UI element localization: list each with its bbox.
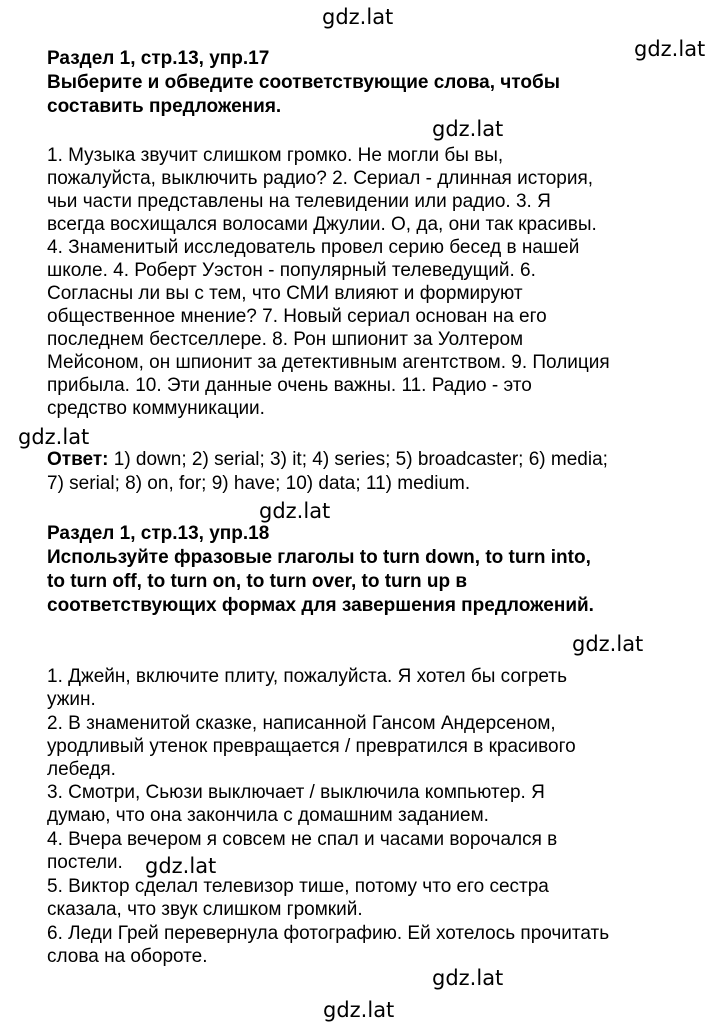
exercise-17-instruction: Выберите и обведите соответствующие слова, чтобы (47, 72, 560, 93)
watermark: gdz.lat (145, 854, 217, 878)
exercise-17-translation-line: Согласны ли вы с тем, что СМИ влияют и формируют (47, 283, 523, 304)
exercise-17-translation-line: 1. Музыка звучит слишком громко. Не могли бы вы, (47, 145, 504, 166)
exercise-18-instruction: Используйте фразовые глаголы to turn down, to turn into, (47, 547, 591, 568)
exercise-17-answer (47, 448, 608, 471)
exercise-17-translation-line: последнем бестселлере. 8. Рон шпионит за Уолтером (47, 329, 524, 350)
exercise-18-sentence-line: 6. Леди Грей перевернула фотографию. Ей хотелось прочитать (47, 923, 610, 944)
answer-text: 1) down; 2) serial; 3) it; 4) series; 5) broadcaster; 6) media; (108, 449, 608, 470)
exercise-18-sentence-line: 1. Джейн, включите плиту, пожалуйста. Я хотел бы согреть (47, 666, 567, 687)
exercise-17-translation-line: Мейсоном, он шпионит за детективным агентством. 9. Полиция (47, 352, 610, 373)
exercise-17-title: Раздел 1, стр.13, упр.17 (47, 48, 270, 69)
watermark: gdz.lat (432, 117, 504, 141)
exercise-18-sentence-line: лебедя. (47, 759, 116, 780)
watermark: gdz.lat (259, 499, 331, 523)
exercise-18-instruction: to turn off, to turn on, to turn over, to turn up в (47, 571, 468, 592)
exercise-18-sentence-line: 5. Виктор сделал телевизор тише, потому что его сестра (47, 876, 549, 897)
watermark: gdz.lat (634, 37, 706, 61)
exercise-17-translation-line: пожалуйста, выключить радио? 2. Сериал - длинная история, (47, 168, 594, 189)
exercise-17-instruction: составить предложения. (47, 96, 282, 117)
watermark: gdz.lat (322, 5, 394, 29)
exercise-18-sentence-line: думаю, что она закончила с домашним заданием. (47, 805, 489, 826)
exercise-17-translation-line: чьи части представлены на телевидении или радио. 3. Я (47, 191, 551, 212)
watermark: gdz.lat (18, 425, 90, 449)
exercise-17-translation-line: 4. Знаменитый исследователь провел серию бесед в нашей (47, 237, 580, 258)
exercise-18-sentence-line: постели. (47, 852, 123, 873)
exercise-17-translation-line: средство коммуникации. (47, 398, 265, 419)
watermark: gdz.lat (432, 966, 504, 990)
exercise-18-sentence-line: уродливый утенок превращается / превратился в красивого (47, 736, 576, 757)
exercise-18-sentence-line: слова на обороте. (47, 946, 208, 967)
exercise-18-instruction: соответствующих формах для завершения предложений. (47, 595, 594, 616)
answer-label: Ответ: (47, 449, 109, 470)
watermark: gdz.lat (323, 998, 395, 1022)
exercise-18-title: Раздел 1, стр.13, упр.18 (47, 523, 270, 544)
watermark: gdz.lat (572, 632, 644, 656)
exercise-18-sentence-line: 4. Вчера вечером я совсем не спал и часами ворочался в (47, 829, 558, 850)
exercise-18-sentence-line: 3. Смотри, Сьюзи выключает / выключила компьютер. Я (47, 782, 545, 803)
exercise-17-translation-line: школе. 4. Роберт Уэстон - популярный телеведущий. 6. (47, 260, 536, 281)
exercise-17-answer-line: 7) serial; 8) on, for; 9) have; 10) data; 11) medium. (47, 473, 471, 494)
exercise-18-sentence-line: 2. В знаменитой сказке, написанной Гансом Андерсеном, (47, 713, 556, 734)
exercise-17-translation-line: всегда восхищался волосами Джулии. О, да, они так красивы. (47, 214, 597, 235)
exercise-18-sentence-line: ужин. (47, 689, 96, 710)
exercise-18-sentence-line: сказала, что звук слишком громкий. (47, 899, 363, 920)
exercise-17-translation-line: прибыла. 10. Эти данные очень важны. 11. Радио - это (47, 375, 532, 396)
exercise-17-translation-line: общественное мнение? 7. Новый сериал основан на его (47, 306, 547, 327)
